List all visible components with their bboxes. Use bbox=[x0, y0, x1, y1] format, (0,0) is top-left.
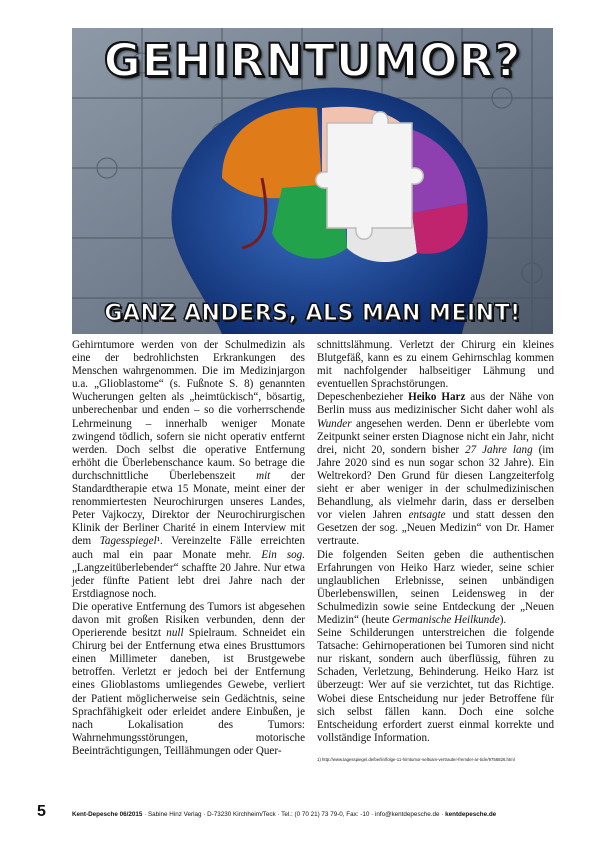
right-paragraph-3: Die folgenden Seiten geben die authentischen Erfahrungen von Heiko Harz wieder, seine schier unglaublichen Erlebnisse, seinen unbändigen Überlebenswillen, seinen Leidensweg in der Schulmedizin sowie seine Entdeckung der „Neuen Medizin“ (heute Germanische Heilkunde). bbox=[317, 548, 554, 626]
footer-imprint bbox=[72, 811, 556, 818]
footnote-link[interactable]: 1) http://www.tagesspiegel.de/berlin/folge-11-hirntumor-seltsam-vertrauter-fremder-ar-ticle/9756826.html bbox=[317, 756, 515, 762]
left-column bbox=[72, 339, 305, 809]
right-paragraph-4: Seine Schilderungen unterstreichen die folgende Tatsache: Gehirnoperationen bei Tumoren sind nicht nur riskant, sondern auch überflüssig, führen zu Schaden, Verletzung, Behinderung. Heiko Harz ist überzeugt: Wer auf sie verzichtet, tut das Richtige. Wobei diese Entscheidung nur jeder Betroffene für sich selbst fällen kann. Doch eine solche Entscheidung erfordert zuerst einmal korrekte und vollständige Information. bbox=[317, 627, 554, 744]
right-paragraph-2: Depeschenbezieher Heiko Harz aus der Nähe von Berlin muss aus medizinischer Sicht daher wohl als Wunder angesehen werden. Denn er überlebte vom Zeitpunkt seiner ersten Diagnose nicht ein Jahr, nicht drei, nicht 20, sondern bisher 27 Jahre lang (im Jahre 2020 sind es nun sogar schon 32 Jahre). Ein Weltrekord? Den Grund für diesen Langzeiterfolg sieht er aber weniger in der schulmedizinischen Behandlung, als vielmehr darin, dass er derselben vor vielen Jahren entsagte und statt dessen den Gesetzen der sog. „Neuen Medizin“ von Dr. Hamer vertraute. bbox=[317, 391, 554, 548]
right-paragraph-1: schnittslähmung. Verletzt der Chirurg ein kleines Blutgefäß, kann es zu einem Gehirnschlag kommen mit nachfolgender halbseitiger Lähmung und eventuellen Sprachstörungen. bbox=[317, 339, 554, 391]
publisher-contact: · Sabine Hinz Verlag · D-73230 Kirchheim/Teck · Tel.: (0 70 21) 73 79-0, Fax: -10 · info@kentdepesche.de · bbox=[142, 811, 446, 818]
page-number: 5 bbox=[37, 803, 46, 820]
left-paragraph-2: Die operative Entfernung des Tumors ist abgesehen davon mit großen Risiken verbunden, denn der Operierende besitzt null Spielraum. Schneidet ein Chirurg bei der Entfernung etwa eines Brusttumors einen Millimeter daneben, ist Brustgewebe betroffen. Verletzt er jedoch bei der Entfernung eines Glioblastoms umliegendes Gewebe, verliert der Patient möglicherweise sein Gedächtnis, seine Sprachfähigkeit oder erleidet andere Einbußen, je nach Lokalisation des Tumors: Wahrnehmungsstörungen, motorische Beeinträchtigungen, Teillähmungen oder Quer- bbox=[72, 600, 305, 757]
website-link[interactable]: kentdepesche.de bbox=[445, 811, 497, 818]
right-column bbox=[317, 339, 554, 809]
left-paragraph-1: Gehirntumore werden von der Schulmedizin als eine der bedrohlichsten Erkrankungen des Menschen wahrgenommen. Die im Medizinjargon u.a. „Glioblastome“ (s. Fußnote S. 8) genannten Wucherungen gelten als „heimtückisch“, bösartig, unberechenbar und enden – so die vorherrschende Lehrmeinung – innerhalb weniger Monate zwingend tödlich, sofern sie nicht operativ entfernt werden. Doch selbst die operative Entfernung erhöht die Überlebenschance kaum. So betrage die durchschnittliche Überlebenszeit mit der Standardtherapie etwa 15 Monate, meint einer der renommiertesten Neurochirurgen unseres Landes, Peter Vajkoczy, Direktor der Neurochirurgischen Klinik der Berliner Charité in einem Interview mit dem Tagesspiegel¹. Vereinzelte Fälle erreichten auch mal ein paar Monate mehr. Ein sog. „Langzeitüberlebender“ schaffte 20 Jahre. Nur etwa jeder fünfte Patient lebt drei Jahre nach der Erstdiagnose noch. bbox=[72, 339, 305, 600]
magazine-issue: Kent-Depesche 06/2015 bbox=[72, 811, 143, 818]
hero-title: GEHIRNTUMOR? bbox=[103, 34, 522, 87]
hero-image bbox=[72, 28, 553, 334]
hero-subtitle: GANZ ANDERS, ALS MAN MEINT! bbox=[104, 301, 521, 326]
